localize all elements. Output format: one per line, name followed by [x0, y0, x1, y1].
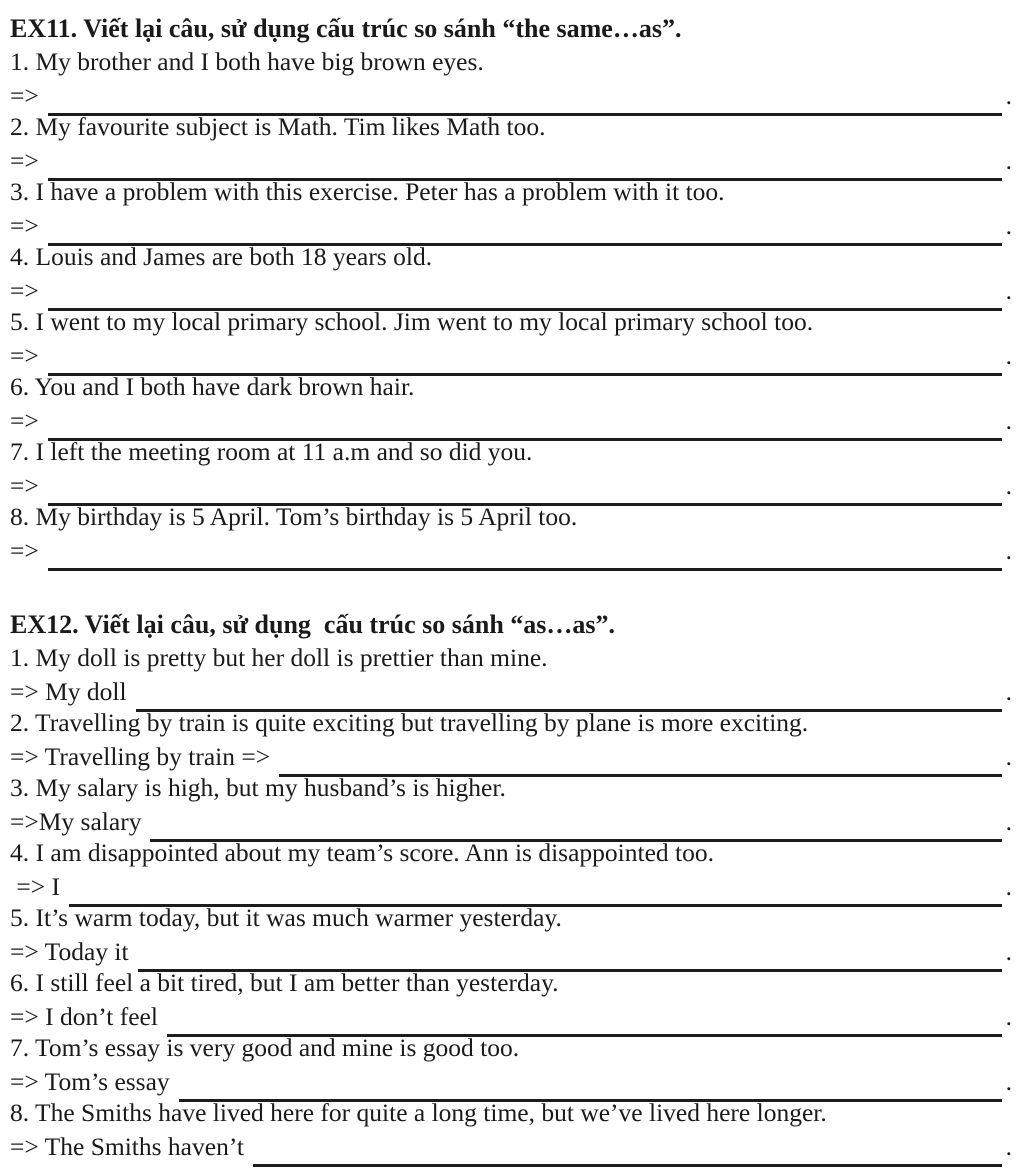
answer-prefix: =>: [10, 536, 39, 565]
answer-end-period: .: [1005, 872, 1012, 901]
answer-end-period: .: [1005, 471, 1012, 500]
sentence-prompt: 6. You and I both have dark brown hair.: [10, 372, 415, 401]
exercise-item: [10, 241, 1012, 306]
answer-row: [10, 869, 1012, 902]
answer-row: [10, 208, 1012, 241]
exercise-title: EX11. Viết lại câu, sử dụng cấu trúc so sánh “the same…as”.: [10, 14, 682, 43]
answer-prefix: => The Smiths haven’t: [10, 1132, 244, 1161]
answer-prefix: => My doll: [10, 677, 127, 706]
exercise-item: [10, 46, 1012, 111]
answer-end-period: .: [1005, 211, 1012, 240]
sentence-prompt: 4. Louis and James are both 18 years old.: [10, 242, 433, 271]
answer-prefix: =>My salary: [10, 807, 142, 836]
exercise-item: [10, 371, 1012, 436]
answer-row: [10, 533, 1012, 566]
answer-row: [10, 739, 1012, 772]
answer-row: [10, 338, 1012, 371]
sentence-prompt: 2. My favourite subject is Math. Tim likes Math too.: [10, 112, 546, 141]
sentence-prompt: 4. I am disappointed about my team’s score. Ann is disappointed too.: [10, 838, 714, 867]
answer-end-period: .: [1005, 341, 1012, 370]
sentence-prompt: 8. My birthday is 5 April. Tom’s birthday is 5 April too.: [10, 502, 578, 531]
answer-prefix: => Tom’s essay: [10, 1067, 170, 1096]
answer-prefix: => I don’t feel: [10, 1002, 158, 1031]
exercise-item: [10, 501, 1012, 566]
answer-row: [10, 1064, 1012, 1097]
answer-row: [10, 1129, 1012, 1162]
answer-end-period: .: [1005, 81, 1012, 110]
exercise-item: [10, 306, 1012, 371]
exercise-item: [10, 902, 1012, 967]
answer-prefix: =>: [10, 146, 39, 175]
exercise-item: [10, 772, 1012, 837]
exercise-item: [10, 707, 1012, 772]
sentence-prompt: 7. Tom’s essay is very good and mine is good too.: [10, 1033, 520, 1062]
answer-end-period: .: [1005, 406, 1012, 435]
answer-end-period: .: [1005, 1132, 1012, 1161]
sentence-prompt: 5. It’s warm today, but it was much warmer yesterday.: [10, 903, 562, 932]
exercise-item: [10, 176, 1012, 241]
answer-prefix: =>: [10, 471, 39, 500]
sentence-prompt: 3. I have a problem with this exercise. Peter has a problem with it too.: [10, 177, 725, 206]
answer-row: [10, 143, 1012, 176]
answer-prefix: => Travelling by train =>: [10, 742, 271, 771]
answer-blank-line: [253, 1144, 1002, 1167]
answer-blank-line: [48, 548, 1002, 571]
answer-end-period: .: [1005, 536, 1012, 565]
exercise-item: [10, 837, 1012, 902]
sentence-prompt: 1. My doll is pretty but her doll is prettier than mine.: [10, 643, 548, 672]
answer-end-period: .: [1005, 146, 1012, 175]
answer-prefix: =>: [10, 81, 39, 110]
answer-end-period: .: [1005, 1067, 1012, 1096]
sentence-prompt: 3. My salary is high, but my husband’s is higher.: [10, 773, 506, 802]
sentence-prompt: 7. I left the meeting room at 11 a.m and so did you.: [10, 437, 533, 466]
exercise-section-ex12: [10, 608, 1012, 1162]
answer-prefix: =>: [10, 276, 39, 305]
exercise-item: [10, 642, 1012, 707]
answer-end-period: .: [1005, 276, 1012, 305]
answer-end-period: .: [1005, 937, 1012, 966]
answer-row: [10, 999, 1012, 1032]
sentence-prompt: 2. Travelling by train is quite exciting but travelling by plane is more exciting.: [10, 708, 809, 737]
exercise-item: [10, 436, 1012, 501]
exercise-item: [10, 1032, 1012, 1097]
exercise-section-ex11: [10, 12, 1012, 566]
answer-end-period: .: [1005, 807, 1012, 836]
answer-row: [10, 273, 1012, 306]
exercise-item: [10, 967, 1012, 1032]
answer-end-period: .: [1005, 677, 1012, 706]
answer-prefix: => Today it: [10, 937, 129, 966]
answer-row: [10, 403, 1012, 436]
answer-row: [10, 78, 1012, 111]
answer-prefix: =>: [10, 211, 39, 240]
sentence-prompt: 6. I still feel a bit tired, but I am better than yesterday.: [10, 968, 559, 997]
answer-row: [10, 804, 1012, 837]
exercise-item: [10, 1097, 1012, 1162]
exercise-item: [10, 111, 1012, 176]
answer-prefix: =>: [10, 406, 39, 435]
answer-row: [10, 934, 1012, 967]
answer-prefix: =>: [10, 341, 39, 370]
sentence-prompt: 1. My brother and I both have big brown eyes.: [10, 47, 484, 76]
sentence-prompt: 5. I went to my local primary school. Jim went to my local primary school too.: [10, 307, 814, 336]
answer-row: [10, 468, 1012, 501]
sentence-prompt: 8. The Smiths have lived here for quite a long time, but we’ve lived here longer.: [10, 1098, 827, 1127]
answer-end-period: .: [1005, 742, 1012, 771]
answer-end-period: .: [1005, 1002, 1012, 1031]
answer-prefix: => I: [10, 872, 61, 901]
answer-row: [10, 674, 1012, 707]
exercise-title: EX12. Viết lại câu, sử dụng cấu trúc so sánh “as…as”.: [10, 610, 616, 639]
